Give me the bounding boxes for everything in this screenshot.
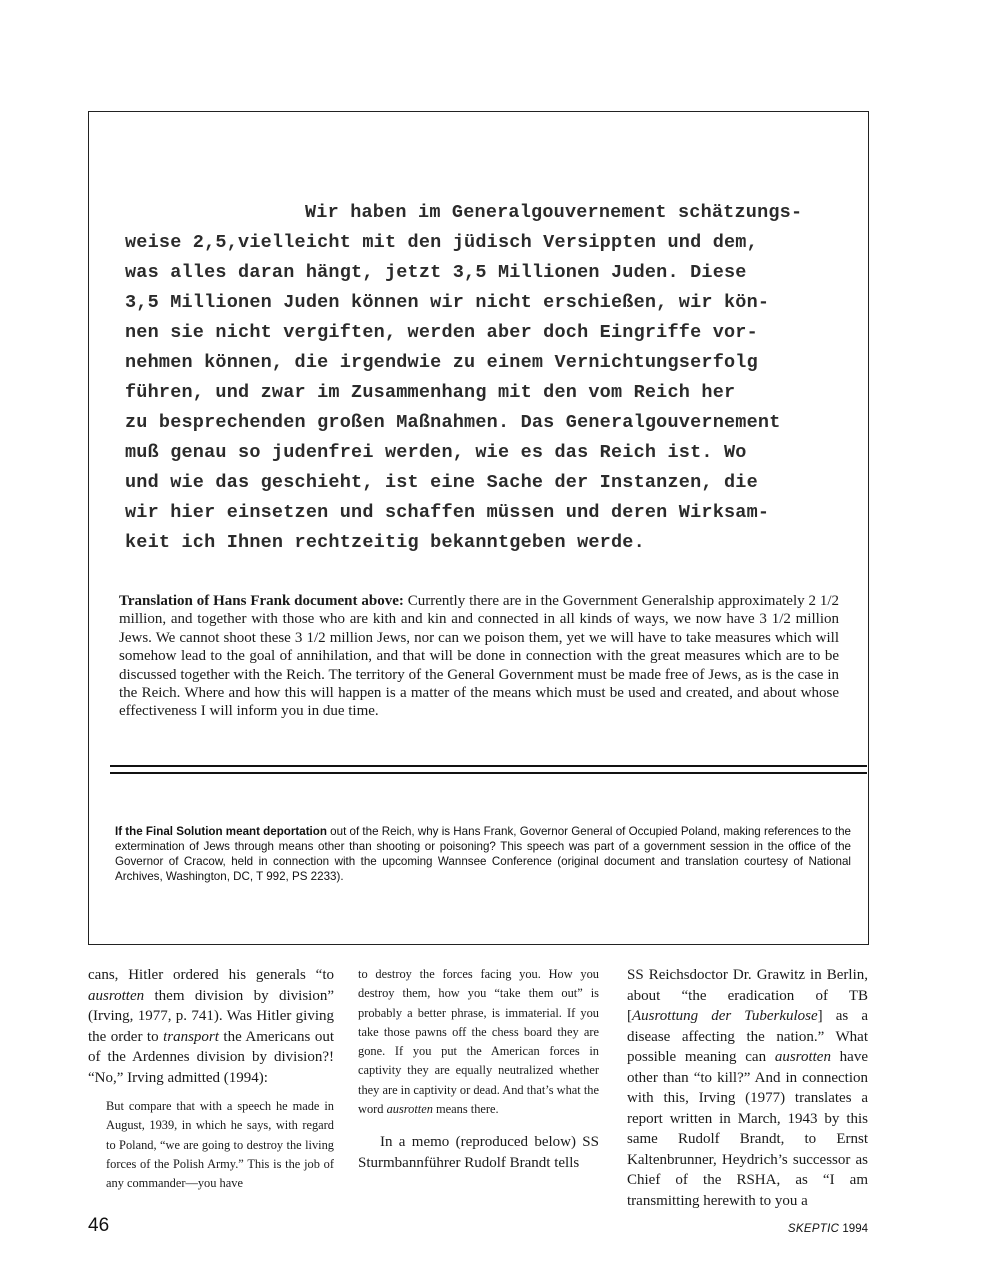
text-run: means there. <box>432 1102 499 1117</box>
body-column-2 <box>358 965 599 1173</box>
typescript-line: 3,5 Millionen Juden können wir nicht erschießen, wir kön- <box>125 292 770 313</box>
typescript-line: nehmen können, die irgendwie zu einem Vernichtungserfolg <box>125 352 758 373</box>
translation-text: Currently there are in the Government Generalship approximately 2 1/2 million, and together with those who are kith and kin and connected in all kinds of ways, we now have 3 1/2 million Jews. We cannot shoot these 3 1/2 million Jews, nor can we poison them, yet we will have to take measures which will somehow lead to the goal of annihilation, and that will be done in connection with the great measures which are to be discussed together with the Reich. The territory of the General Government must be made free of Jews, as is the case in the Reich. Where and how this will happen is a matter of the means which must be used and created, and about whose effectiveness I will inform you in due time. <box>119 593 839 720</box>
typescript-line: führen, und zwar im Zusammenhang mit den vom Reich her <box>125 382 736 403</box>
issue-year: 1994 <box>839 1223 868 1235</box>
text-run: them division by division” (Irving, 1977, p. 741). Was Hitler giving the order to <box>88 987 334 1045</box>
typescript-line: keit ich Ihnen rechtzeitig bekanntgeben werde. <box>125 532 645 553</box>
caption-lead: If the Final Solution meant deportation <box>115 825 327 838</box>
typescript-line: weise 2,5,vielleicht mit den jüdisch Versippten und dem, <box>125 232 758 253</box>
text-run: have other than “to kill?” And in connection with this, Irving (1977) translates a report written in March, 1943 by this same Rudolf Brandt, to Ernst Kaltenbrunner, Heydrich’s successor as Chief of the RSHA, as “I am transmitting herewith to you a <box>627 1049 868 1209</box>
body-paragraph <box>627 965 868 1211</box>
italic-term: ausrotten <box>88 987 145 1004</box>
italic-term: ausrotten <box>774 1049 831 1065</box>
text-run: the Americans out of the Ardennes division by division?! “No,” Irving admitted (1994): <box>88 1028 335 1086</box>
text-run: SS Reichsdoctor Dr. Grawitz in Berlin, about “the eradication of TB [ <box>627 967 868 1024</box>
italic-term: Ausrottung der Tuberkulose <box>632 1008 818 1024</box>
block-quote: But compare that with a speech he made in August, 1939, in which he says, with regard to Poland, “we are going to destroy the living forces of the Polish Army.” This is the job of any commander—you have <box>106 1099 334 1191</box>
block-quote-continued <box>358 965 599 1119</box>
body-paragraph <box>88 965 334 1088</box>
hans-frank-typescript <box>125 198 855 558</box>
body-paragraph: In a memo (reproduced below) SS Sturmbannführer Rudolf Brandt tells <box>358 1134 599 1171</box>
text-run: cans, Hitler ordered his generals “to <box>88 967 334 983</box>
typescript-line: wir hier einsetzen und schaffen müssen und deren Wirksam- <box>125 502 770 523</box>
translation-paragraph <box>119 592 839 721</box>
typescript-line: zu besprechenden großen Maßnahmen. Das Generalgouvernement <box>125 412 781 433</box>
body-column-3 <box>627 965 868 1211</box>
magazine-name: SKEPTIC <box>787 1223 840 1235</box>
text-run: ] as a disease affecting the nation.” What possible meaning can <box>627 1008 868 1065</box>
double-rule-divider <box>110 765 867 774</box>
translation-lead: Translation of Hans Frank document above: <box>119 593 404 609</box>
running-footer <box>788 1223 868 1235</box>
typescript-line: muß genau so judenfrei werden, wie es das Reich ist. Wo <box>125 442 747 463</box>
typescript-line: was alles daran hängt, jetzt 3,5 Millionen Juden. Diese <box>125 262 747 283</box>
document-figure <box>88 111 869 945</box>
typescript-line: nen sie nicht vergiften, werden aber doch Eingriffe vor- <box>125 322 758 343</box>
typescript-line: und wie das geschieht, ist eine Sache der Instanzen, die <box>125 472 758 493</box>
body-column-1 <box>88 965 334 1193</box>
caption-text: out of the Reich, why is Hans Frank, Governor General of Occupied Poland, making references to the extermination of Jews through means other than shooting or poisoning? This speech was part of a government session in the office of the Governor of Cracow, held in connection with the upcoming Wannsee Conference (original document and translation courtesy of National Archives, Washington, DC, T 992, PS 2233). <box>115 825 852 883</box>
typescript-line: Wir haben im Generalgouvernement schätzungs- <box>305 202 803 223</box>
italic-term: ausrotten <box>386 1102 433 1117</box>
text-run: to destroy the forces facing you. How you destroy them, how you “take them out” is probably a better phrase, is immaterial. If you take those pawns off the chess board they are gone. If you put the American forces in captivity they are equally neutralized whether they are in captivity or dead. And that’s what the word <box>358 967 599 1117</box>
figure-caption <box>115 824 851 884</box>
italic-term: transport <box>163 1028 219 1045</box>
page-number: 46 <box>88 1215 110 1236</box>
